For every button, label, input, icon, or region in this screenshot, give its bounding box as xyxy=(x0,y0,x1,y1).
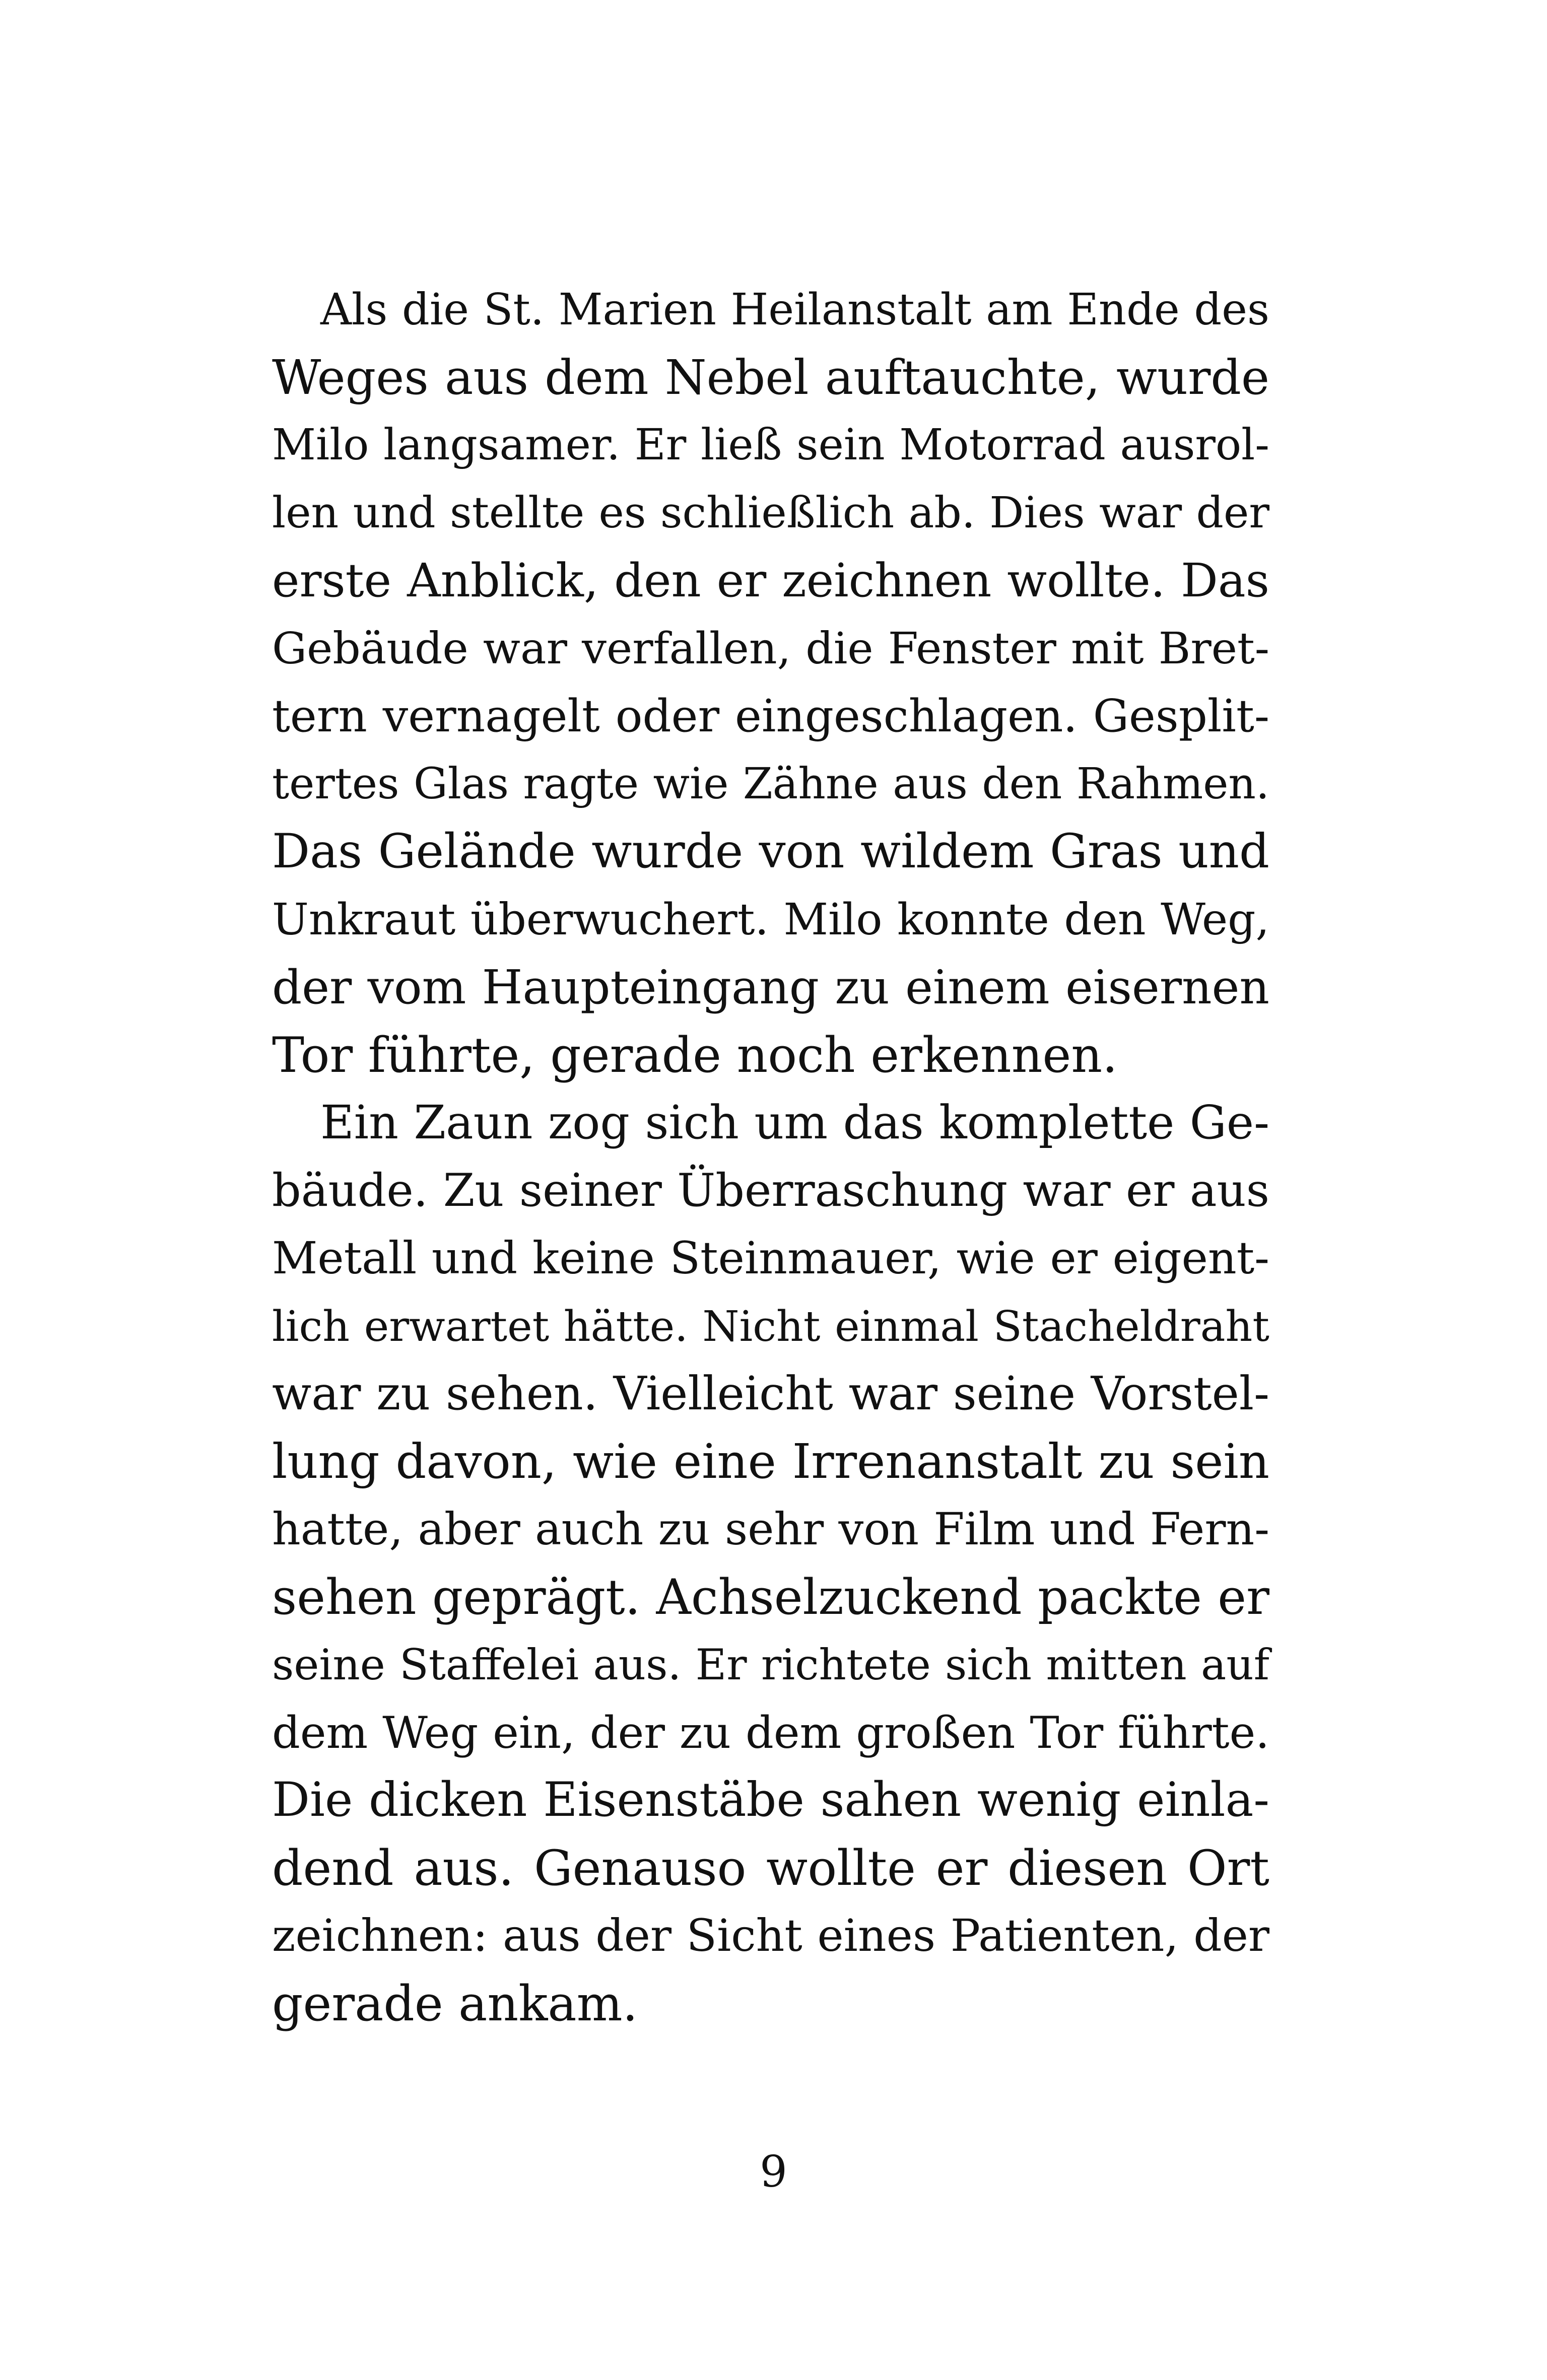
text-line: dem Weg ein, der zu dem großen Tor führte. xyxy=(272,1707,1269,1758)
text-line: lung davon, wie eine Irrenanstalt zu sein xyxy=(272,1434,1269,1489)
text-line: der vom Haupteingang zu einem eisernen xyxy=(272,960,1269,1014)
text-line: lich erwartet hätte. Nicht einmal Stacheldraht xyxy=(272,1301,1269,1351)
text-line: erste Anblick, den er zeichnen wollte. Das xyxy=(272,554,1269,607)
text-line: Weges aus dem Nebel auftauchte, wurde xyxy=(272,350,1269,405)
text-line: Tor führte, gerade noch erkennen. xyxy=(272,1027,1118,1083)
text-line: seine Staffelei aus. Er richtete sich mitten auf xyxy=(272,1640,1269,1689)
text-line: Metall und keine Steinmauer, wie er eigent- xyxy=(272,1232,1269,1284)
text-line: Gebäude war verfallen, die Fenster mit Bret- xyxy=(272,623,1269,674)
body-text xyxy=(272,276,1269,2037)
text-line: Milo langsamer. Er ließ sein Motorrad ausrol- xyxy=(272,420,1269,470)
text-line: dend aus. Genauso wollte er diesen Ort xyxy=(272,1840,1269,1896)
text-line: Als die St. Marien Heilanstalt am Ende des xyxy=(320,285,1269,335)
text-line: zeichnen: aus der Sicht eines Patienten, der xyxy=(272,1910,1269,1961)
text-line: sehen geprägt. Achselzuckend packte er xyxy=(272,1569,1269,1625)
text-line: tertes Glas ragte wie Zähne aus den Rahmen. xyxy=(272,759,1269,809)
paragraph-2 xyxy=(272,1089,1269,2037)
text-line: gerade ankam. xyxy=(272,1975,638,2032)
text-line: Ein Zaun zog sich um das komplette Ge- xyxy=(320,1096,1269,1149)
text-line: tern vernagelt oder eingeschlagen. Gesplit- xyxy=(272,690,1269,742)
text-line: Das Gelände wurde von wildem Gras und xyxy=(272,824,1269,879)
text-line: len und stellte es schließlich ab. Dies war der xyxy=(272,488,1269,538)
page-number: 9 xyxy=(760,2147,787,2197)
text-line: bäude. Zu seiner Überraschung war er aus xyxy=(272,1164,1269,1217)
text-line: Die dicken Eisenstäbe sahen wenig einla- xyxy=(272,1773,1269,1827)
paragraph-1 xyxy=(272,276,1269,1089)
text-line: hatte, aber auch zu sehr von Film und Fern- xyxy=(272,1503,1269,1555)
text-line: war zu sehen. Vielleicht war seine Vorstel- xyxy=(272,1367,1269,1420)
text-line: Unkraut überwuchert. Milo konnte den Weg, xyxy=(272,894,1269,945)
